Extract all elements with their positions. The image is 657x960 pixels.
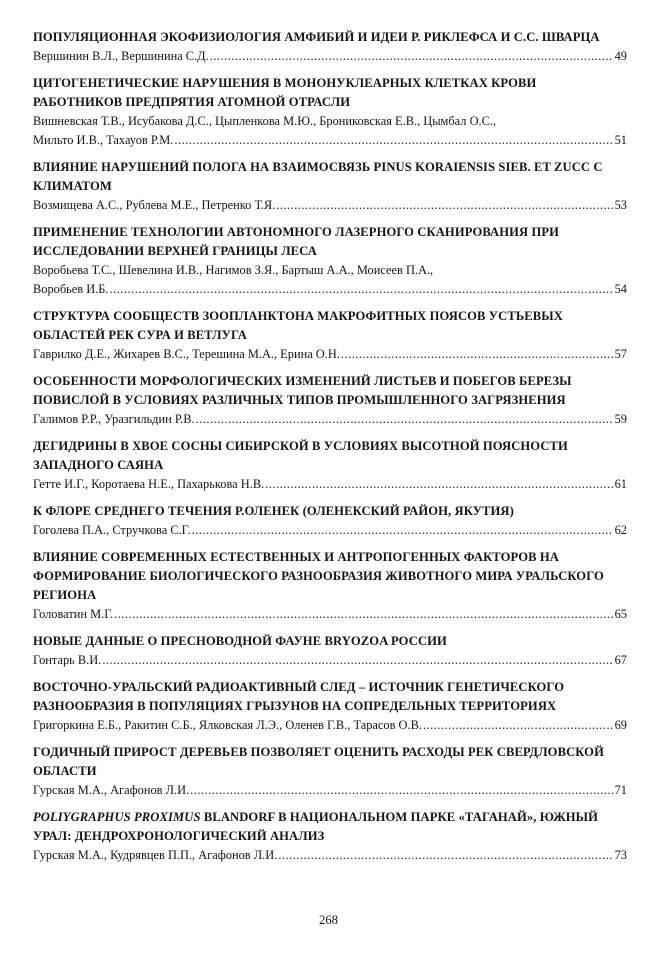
authors-text: Возмищева А.С., Рублева М.Е., Петренко Т.Я. bbox=[33, 198, 276, 212]
entry-title bbox=[33, 437, 627, 475]
dot-leader bbox=[192, 521, 613, 540]
dot-leader bbox=[423, 716, 613, 735]
entry-title bbox=[33, 307, 627, 345]
authors-text: Гонтарь В.И. bbox=[33, 653, 102, 667]
page-number: 73 bbox=[614, 848, 627, 862]
authors-text: Гурская М.А., Агафонов Л.И. bbox=[33, 783, 190, 797]
entry-title bbox=[33, 548, 627, 605]
toc-entry bbox=[33, 74, 627, 150]
authors-text: Гурская М.А., Кудрявцев П.П., Агафонов Л.И. bbox=[33, 848, 278, 862]
toc-entry bbox=[33, 223, 627, 299]
dot-leader bbox=[210, 47, 613, 66]
entry-title-text: ПРИМЕНЕНИЕ ТЕХНОЛОГИИ АВТОНОМНОГО ЛАЗЕРНОГО СКАНИРОВАНИЯ ПРИ ИССЛЕДОВАНИИ ВЕРХНЕЙ ГРАНИЦЫ ЛЕСА bbox=[33, 225, 560, 258]
authors-line bbox=[33, 846, 627, 865]
entry-title-text: СТРУКТУРА СООБЩЕСТВ ЗООПЛАНКТОНА МАКРОФИТНЫХ ПОЯСОВ УСТЬЕВЫХ ОБЛАСТЕЙ РЕК СУРА И ВЕТЛУГА bbox=[33, 309, 563, 342]
footer-page-number: 268 bbox=[319, 913, 338, 927]
authors-text: Гоголева П.А., Стручкова С.Г. bbox=[33, 523, 191, 537]
toc-list bbox=[33, 28, 627, 865]
toc-entry bbox=[33, 158, 627, 215]
toc-entry bbox=[33, 743, 627, 800]
entry-title-text: ДЕГИДРИНЫ В ХВОЕ СОСНЫ СИБИРСКОЙ В УСЛОВИЯХ ВЫСОТНОЙ ПОЯСНОСТИ ЗАПАДНОГО САЯНА bbox=[33, 439, 568, 472]
authors-line bbox=[33, 521, 627, 540]
page-number: 67 bbox=[614, 653, 627, 667]
entry-title-text: ГОДИЧНЫЙ ПРИРОСТ ДЕРЕВЬЕВ ПОЗВОЛЯЕТ ОЦЕНИТЬ РАСХОДЫ РЕК СВЕРДЛОВСКОЙ ОБЛАСТИ bbox=[33, 745, 604, 778]
dot-leader bbox=[265, 475, 612, 494]
authors-text: Головатин М.Г. bbox=[33, 607, 114, 621]
authors-text: Григоркина Е.Б., Ракитин С.Б., Ялковская Л.Э., Оленев Г.В., Тарасов О.В. bbox=[33, 718, 422, 732]
page-footer bbox=[0, 911, 657, 930]
page-number: 62 bbox=[614, 523, 627, 537]
entry-title bbox=[33, 28, 627, 47]
page-number: 59 bbox=[614, 412, 627, 426]
dot-leader bbox=[196, 410, 613, 429]
page-number: 71 bbox=[614, 783, 627, 797]
dot-leader bbox=[114, 605, 613, 624]
page-number: 51 bbox=[614, 133, 627, 147]
authors-text: Мильто И.В., Тахауов Р.М. bbox=[33, 133, 174, 147]
dot-leader bbox=[190, 781, 612, 800]
entry-title-text: ВЛИЯНИЕ СОВРЕМЕННЫХ ЕСТЕСТВЕННЫХ И АНТРОПОГЕННЫХ ФАКТОРОВ НА ФОРМИРОВАНИЕ БИОЛОГИЧЕСКОГО РАЗНООБРАЗИЯ ЖИВОТНОГО МИРА УРАЛЬСКОГО РЕГИОНА bbox=[33, 550, 604, 602]
toc-entry bbox=[33, 502, 627, 540]
toc-entry bbox=[33, 808, 627, 865]
entry-title-text: ОСОБЕННОСТИ МОРФОЛОГИЧЕСКИХ ИЗМЕНЕНИЙ ЛИСТЬЕВ И ПОБЕГОВ БЕРЕЗЫ ПОВИСЛОЙ В УСЛОВИЯХ РАЗЛИЧНЫХ ТИПОВ ПРОМЫШЛЕННОГО ЗАГРЯЗНЕНИЯ bbox=[33, 374, 572, 407]
toc-entry bbox=[33, 548, 627, 624]
toc-entry bbox=[33, 307, 627, 364]
authors-text: Гаврилко Д.Е., Жихарев В.С., Терешина М.А., Ерина О.Н. bbox=[33, 347, 340, 361]
toc-entry bbox=[33, 437, 627, 494]
toc-entry bbox=[33, 632, 627, 670]
page-number: 49 bbox=[614, 49, 627, 63]
toc-entry bbox=[33, 678, 627, 735]
page-number: 65 bbox=[614, 607, 627, 621]
entry-title-italic: POLIYGRAPHUS PROXIMUS bbox=[33, 810, 201, 824]
page-number: 69 bbox=[614, 718, 627, 732]
entry-title bbox=[33, 74, 627, 112]
dot-leader bbox=[102, 651, 612, 670]
page-number: 61 bbox=[614, 477, 627, 491]
authors-text: Воробьев И.Б. bbox=[33, 282, 109, 296]
entry-title-text: ПОПУЛЯЦИОННАЯ ЭКОФИЗИОЛОГИЯ АМФИБИЙ И ИДЕИ Р. РИКЛЕФСА И С.С. ШВАРЦА bbox=[33, 30, 600, 44]
entry-title-text: ЦИТОГЕНЕТИЧЕСКИЕ НАРУШЕНИЯ В МОНОНУКЛЕАРНЫХ КЛЕТКАХ КРОВИ РАБОТНИКОВ ПРЕДПРЯТИЯ АТОМНОЙ ОТРАСЛИ bbox=[33, 76, 537, 109]
authors-line bbox=[33, 781, 627, 800]
authors-line bbox=[33, 605, 627, 624]
authors-line bbox=[33, 47, 627, 66]
authors-line: Воробьева Т.С., Шевелина И.В., Нагимов З.Я., Бартыш А.А., Моисеев П.А., bbox=[33, 263, 434, 277]
entry-title-text: НОВЫЕ ДАННЫЕ О ПРЕСНОВОДНОЙ ФАУНЕ BRYOZOA РОССИИ bbox=[33, 634, 447, 648]
entry-title-text: BLANDORF В НАЦИОНАЛЬНОМ ПАРКЕ «ТАГАНАЙ», ЮЖНЫЙ УРАЛ: ДЕНДРОХРОНОЛОГИЧЕСКИЙ АНАЛИЗ bbox=[33, 810, 598, 843]
entry-title-text: ВЛИЯНИЕ НАРУШЕНИЙ ПОЛОГА НА ВЗАИМОСВЯЗЬ PINUS KORAIENSIS SIEB. ET ZUCC С КЛИМАТОМ bbox=[33, 160, 603, 193]
authors-line bbox=[33, 131, 627, 150]
authors-text: Вершинин В.Л., Вершинина С.Д. bbox=[33, 49, 209, 63]
page-number: 54 bbox=[614, 282, 627, 296]
authors-line bbox=[33, 716, 627, 735]
authors-line bbox=[33, 651, 627, 670]
authors-line bbox=[33, 410, 627, 429]
entry-title bbox=[33, 632, 627, 651]
dot-leader bbox=[110, 280, 613, 299]
authors-line: Вишневская Т.В., Исубакова Д.С., Цыпленкова М.Ю., Брониковская Е.В., Цымбал О.С., bbox=[33, 114, 497, 128]
authors-line bbox=[33, 345, 627, 364]
authors-line bbox=[33, 196, 627, 215]
dot-leader bbox=[276, 196, 612, 215]
page-number: 57 bbox=[614, 347, 627, 361]
entry-title-text: ВОСТОЧНО-УРАЛЬСКИЙ РАДИОАКТИВНЫЙ СЛЕД – ИСТОЧНИК ГЕНЕТИЧЕСКОГО РАЗНООБРАЗИЯ В ПОПУЛЯЦИЯХ ГРЫЗУНОВ НА СОПРЕДЕЛЬНЫХ ТЕРРИТОРИЯХ bbox=[33, 680, 565, 713]
authors-text: Галимов Р.Р., Уразгильдин Р.В. bbox=[33, 412, 195, 426]
dot-leader bbox=[278, 846, 612, 865]
dot-leader bbox=[174, 131, 612, 150]
entry-title bbox=[33, 372, 627, 410]
authors-line bbox=[33, 475, 627, 494]
toc-entry bbox=[33, 28, 627, 66]
page-number: 53 bbox=[614, 198, 627, 212]
entry-title bbox=[33, 223, 627, 261]
entry-title bbox=[33, 502, 627, 521]
authors-text: Гетте И.Г., Коротаева Н.Е., Пахарькова Н.В. bbox=[33, 477, 265, 491]
entry-title-text: К ФЛОРЕ СРЕДНЕГО ТЕЧЕНИЯ Р.ОЛЕНЕК (ОЛЕНЕКСКИЙ РАЙОН, ЯКУТИЯ) bbox=[33, 504, 514, 518]
entry-title bbox=[33, 743, 627, 781]
toc-entry bbox=[33, 372, 627, 429]
dot-leader bbox=[341, 345, 613, 364]
authors-line bbox=[33, 280, 627, 299]
entry-title bbox=[33, 808, 627, 846]
entry-title bbox=[33, 158, 627, 196]
entry-title bbox=[33, 678, 627, 716]
